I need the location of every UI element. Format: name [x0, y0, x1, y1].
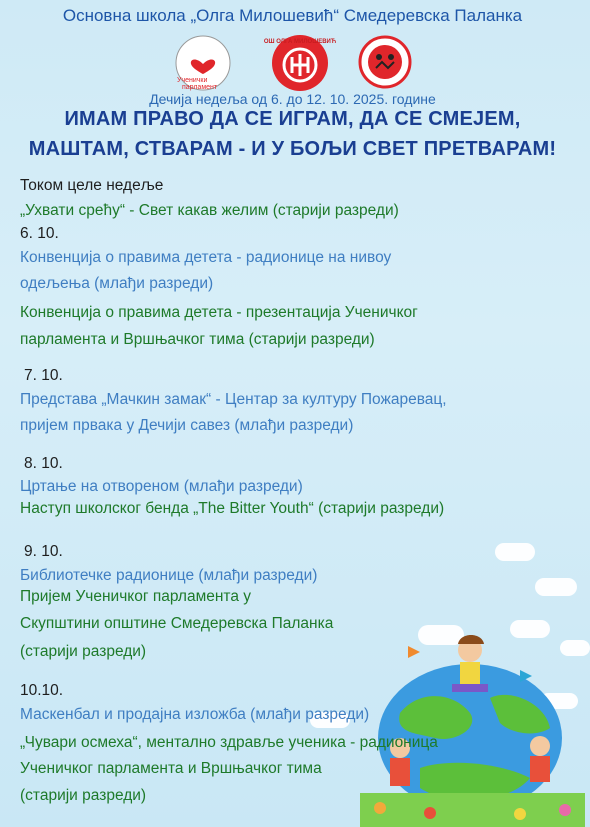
event-dates: Дечија недеља од 6. до 12. 10. 2025. године	[149, 91, 436, 107]
logo1-caption-1: Ученички	[177, 77, 208, 84]
activity-9-10-line1: Библиотечке радионице (млађи разреди)	[20, 567, 318, 584]
date-10-10: 10.10.	[20, 682, 64, 699]
date-9-10: 9. 10.	[24, 543, 63, 560]
title-line-2: МАШТАМ, СТВАРАМ - И У БОЉИ СВЕТ ПРЕТВАРАМ!	[28, 138, 557, 160]
school-name: Основна школа „Олга Милошевић“ Смедеревска Паланка	[62, 6, 523, 25]
activity-6-10-b-line1: Конвенција о правима детета - презентација Ученичког	[20, 304, 418, 321]
activity-9-10-line2: Пријем Ученичког парламента у	[20, 588, 252, 605]
logo2-text: ОШ ОЛГА МИЛОШЕВИЋ	[263, 39, 337, 45]
activity-10-10-line2: „Чувари осмеха“, ментално здравље ученика - радионица	[20, 734, 438, 751]
activity-6-10-b-line2: парламента и Вршњачког тима (старији разреди)	[20, 331, 375, 348]
cloud	[495, 543, 535, 561]
activity-10-10-line4: (старији разреди)	[20, 787, 147, 804]
cloud	[535, 578, 577, 596]
activity-9-10-line4: (старији разреди)	[20, 643, 147, 660]
activity-9-10-line3: Скупштини општине Смедеревска Паланка	[20, 615, 334, 632]
activity-10-10-line1: Маскенбал и продајна изложба (млађи разреди)	[20, 706, 370, 723]
logo-row	[0, 32, 585, 90]
logo1-caption-2: парламент	[182, 84, 218, 91]
date-6-10: 6. 10.	[20, 225, 59, 242]
activity-7-10-line1: Представа „Мачкин замак“ - Центар за културу Пожаревац,	[20, 391, 447, 408]
date-7-10: 7. 10.	[24, 367, 63, 384]
activity-8-10-line1: Цртање на отвореном (млађи разреди)	[20, 478, 303, 495]
activity-8-10-line2: Наступ школског бенда „The Bitter Youth“ (старији разреди)	[20, 500, 445, 517]
peer-team-logo	[359, 34, 411, 90]
week-activity: „Ухвати срећу“ - Свет какав желим (старији разреди)	[20, 202, 399, 219]
week-label: Током целе недеље	[20, 177, 164, 194]
student-parliament-logo	[166, 34, 240, 92]
date-8-10: 8. 10.	[24, 455, 63, 472]
activity-7-10-line2: пријем првака у Дечији савез (млађи разреди)	[20, 417, 354, 434]
activity-6-10-a-line1: Конвенција о правима детета - радионице на нивоу	[20, 249, 392, 266]
school-logo	[263, 32, 337, 92]
globe-children-illustration	[360, 618, 585, 827]
activity-10-10-line3: Ученичког парламента и Вршњачког тима	[20, 760, 322, 777]
activity-6-10-a-line2: одељења (млађи разреди)	[20, 275, 214, 292]
title-line-1: ИМАМ ПРАВО ДА СЕ ИГРАМ, ДА СЕ СМЕЈЕМ,	[64, 108, 521, 130]
